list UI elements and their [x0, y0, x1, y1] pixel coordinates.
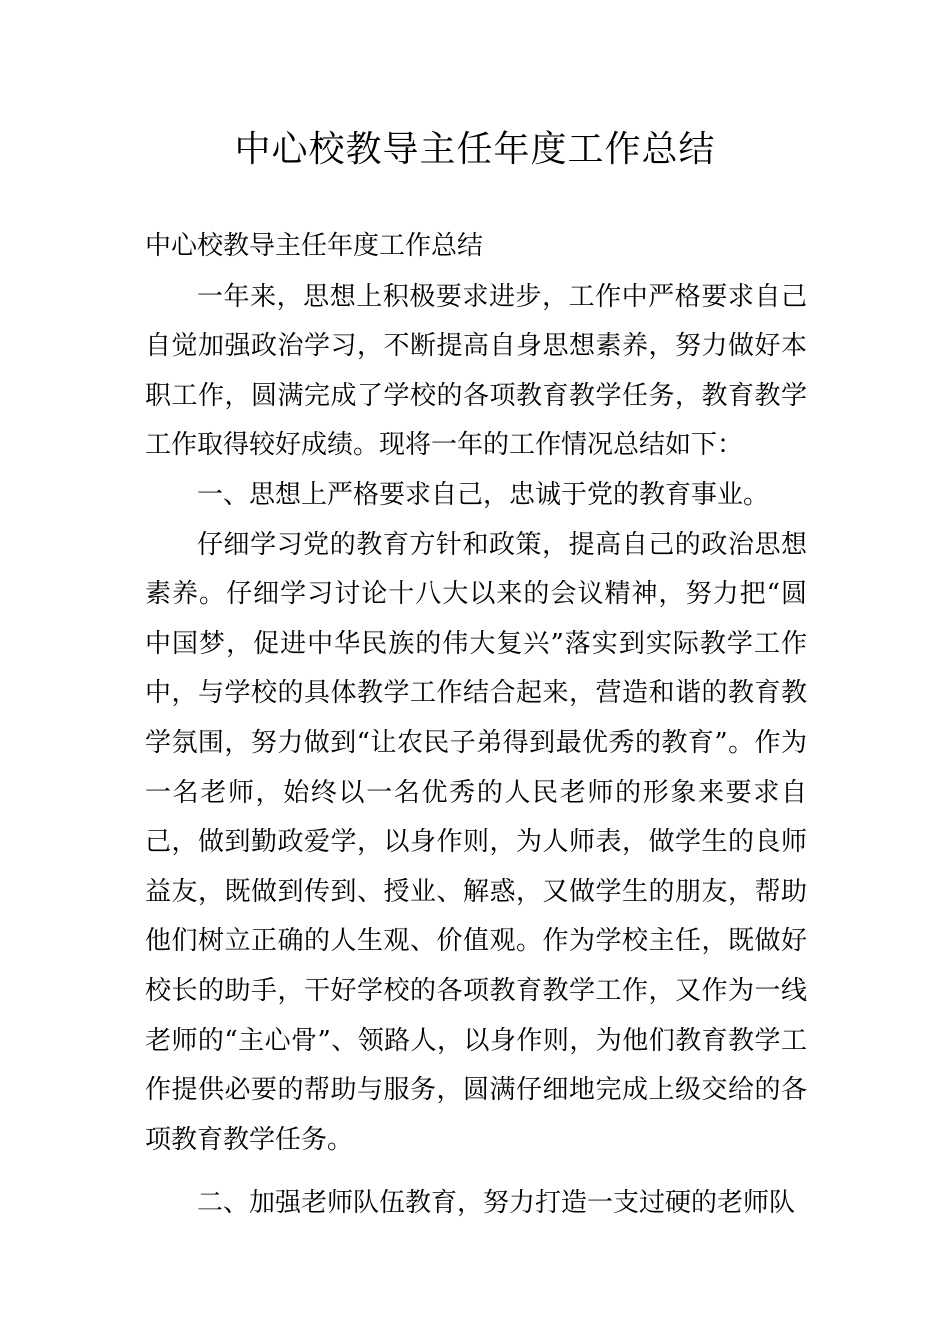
section-heading-1: 一、思想上严格要求自己，忠诚于党的教育事业。	[197, 479, 770, 510]
section-heading-2: 二、加强老师队伍教育，努力打造一支过硬的老师队	[197, 1188, 796, 1219]
document-title: 中心校教导主任年度工作总结	[234, 129, 716, 170]
document-body	[145, 222, 807, 1229]
paragraph-section-1: 仔细学习党的教育方针和政策，提高自己的政治思想素养。仔细学习讨论十八大以来的会议精神，努力把“圆中国梦，促进中华民族的伟大复兴”落实到实际教学工作中，与学校的具体教学工作结合起来，营造和谐的教育教学氛围，努力做到“让农民子弟得到最优秀的教育”。作为一名老师，始终以一名优秀的人民老师的形象来要求自己，做到勤政爱学，以身作则，为人师表，做学生的良师益友，既做到传到、授业、解惑，又做学生的朋友，帮助他们树立正确的人生观、价值观。作为学校主任，既做好校长的助手，干好学校的各项教育教学工作，又作为一线老师的“主心骨”、领路人，以身作则，为他们教育教学工作提供必要的帮助与服务，圆满仔细地完成上级交给的各项教育教学任务。	[145, 529, 807, 1155]
document-subtitle: 中心校教导主任年度工作总结	[145, 231, 484, 261]
paragraph-intro: 一年来，思想上积极要求进步，工作中严格要求自己自觉加强政治学习，不断提高自身思想素养，努力做好本职工作，圆满完成了学校的各项教育教学任务，教育教学工作取得较好成绩。现将一年的工作情况总结如下：	[145, 281, 807, 461]
